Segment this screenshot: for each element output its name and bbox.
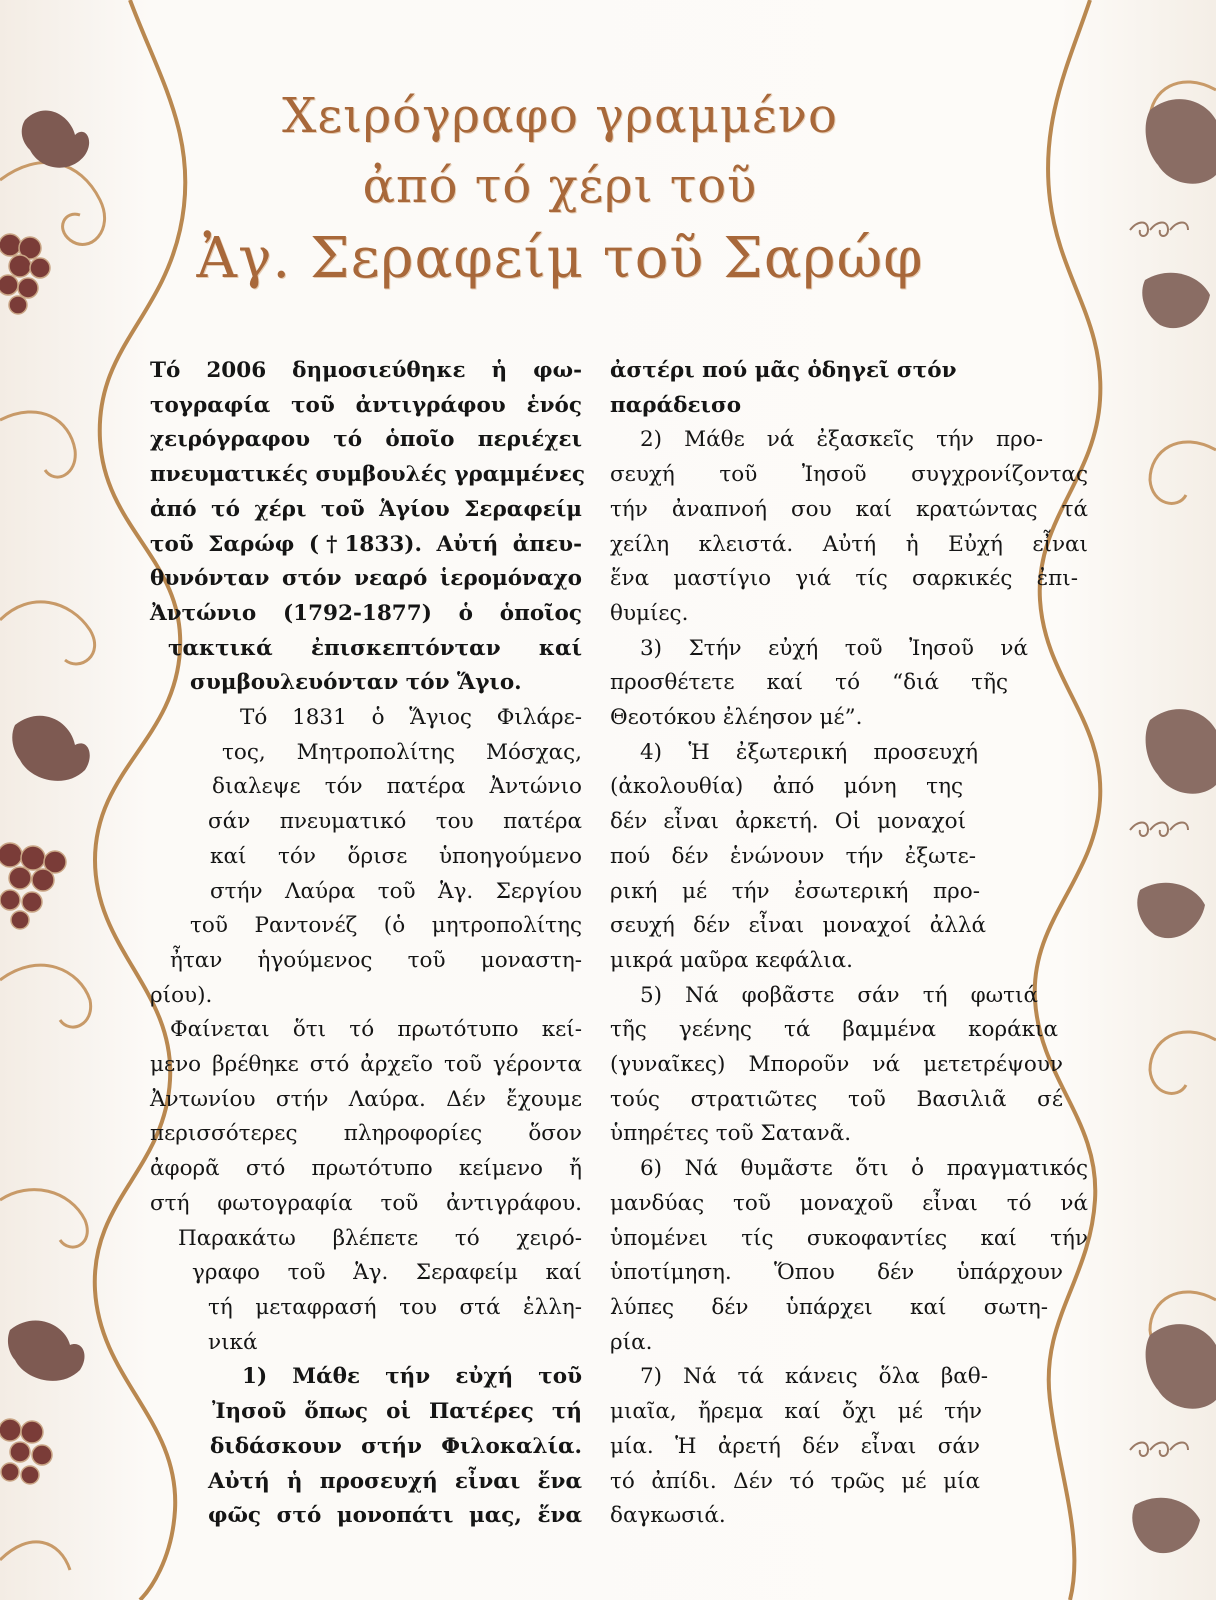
title-line-1: Χειρόγραφο γραμμένο	[282, 88, 838, 144]
text-line: τογραφία τοῦ ἀντιγράφου ἑνός	[150, 392, 582, 418]
text-line: τό ἀπίδι. Δέν τό τρῶς μέ μία	[610, 1468, 980, 1494]
text-line: Αὐτή ἡ προσευχή εἶναι ἕνα	[208, 1468, 582, 1494]
text-line: Φαίνεται ὅτι τό πρωτότυπο κεί-	[170, 1017, 582, 1043]
text-line: ὑπομένει τίς συκοφαντίες καί τήν	[610, 1225, 1088, 1251]
text-line: Ἀντώνιο (1792-1877) ὁ ὁποῖος	[150, 600, 582, 626]
text-line: ἕνα μαστίγιο γιά τίς σαρκικές ἐπι-	[610, 566, 1078, 592]
text-line: σάν πνευματικό του πατέρα	[208, 809, 582, 835]
text-line: καί τόν ὅρισε ὑποηγούμενο	[210, 843, 582, 869]
text-line: (ἀκολουθία) ἀπό μόνη της	[610, 774, 963, 800]
text-line: σευχή δέν εἶναι μοναχοί ἀλλά	[610, 913, 986, 939]
text-line: 7) Νά τά κάνεις ὅλα βαθ-	[640, 1364, 988, 1390]
left-vine-curl	[0, 1190, 87, 1247]
text-line: μενο βρέθηκε στό ἀρχεῖο τοῦ γέροντα	[150, 1052, 582, 1078]
leaf-icon	[12, 716, 89, 781]
leaf-icon	[1132, 1498, 1200, 1553]
text-line: Τό 2006 δημοσιεύθηκε ἡ φω-	[150, 358, 582, 383]
right-column	[610, 354, 1088, 1534]
text-line: μικρά μαῦρα κεφάλια.	[610, 947, 853, 973]
text-line: πού δέν ἑνώνουν τήν ἐξωτε-	[610, 843, 976, 869]
text-line: τοῦ Ραντονέζ (ὁ μητροπολίτης	[190, 913, 582, 939]
left-column	[150, 354, 585, 1534]
leaf-icon	[1137, 883, 1205, 938]
text-line: ἀπό τό χέρι τοῦ Ἁγίου Σεραφείμ	[150, 496, 582, 522]
text-line: ὑπηρέτες τοῦ Σατανᾶ.	[610, 1121, 852, 1147]
grape-cluster-icon	[0, 234, 50, 314]
text-line: δέν εἶναι ἀρκετή. Οἱ μοναχοί	[610, 809, 966, 835]
left-vine-curl	[0, 602, 95, 664]
leaf-icon	[1146, 1324, 1216, 1409]
leaf-icon	[22, 111, 89, 168]
leaf-icon	[8, 1321, 85, 1381]
text-line: στήν Λαύρα τοῦ Ἁγ. Σεργίου	[210, 878, 582, 904]
text-line: τοῦ Σαρώφ (†1833). Αὐτή ἀπευ-	[150, 531, 582, 557]
text-line: γραφο τοῦ Ἁγ. Σεραφείμ καί	[192, 1260, 582, 1286]
text-line: θυμίες.	[610, 600, 689, 626]
text-line: σευχή τοῦ Ἰησοῦ συγχρονίζοντας	[610, 462, 1088, 488]
text-line: προσθέτετε καί τό “διά τῆς	[610, 670, 1008, 696]
grape-cluster-icon	[0, 1419, 52, 1484]
leaf-icon	[1146, 709, 1216, 794]
text-line: μιαῖα, ἤρεμα καί ὄχι μέ τήν	[610, 1399, 982, 1425]
text-line: 2) Μάθε νά ἐξασκεῖς τήν προ-	[640, 427, 1043, 453]
text-line: ρίου).	[150, 982, 213, 1008]
text-line: φῶς στό μονοπάτι μας, ἕνα	[208, 1503, 582, 1529]
text-line: ρική μέ τήν ἐσωτερική προ-	[610, 878, 980, 904]
tendril-icon	[1130, 823, 1188, 837]
right-vine-curl	[1150, 442, 1216, 503]
text-line: ἀστέρι πού μᾶς ὁδηγεῖ στόν	[610, 358, 957, 383]
text-line: νικά	[208, 1329, 258, 1355]
text-line: δαγκωσιά.	[610, 1503, 726, 1529]
text-line: περισσότερες πληροφορίες ὅσον	[150, 1121, 582, 1147]
text-line: Παρακάτω βλέπετε τό χειρό-	[178, 1225, 582, 1251]
tendril-icon	[1130, 223, 1188, 237]
text-line: διδάσκουν στήν Φιλοκαλία.	[210, 1433, 582, 1459]
text-line: λύπες δέν ὑπάρχει καί σωτη-	[610, 1294, 1048, 1320]
right-vine-curl	[1150, 1032, 1216, 1093]
text-line: 5) Νά φοβᾶστε σάν τή φωτιά	[640, 982, 1038, 1008]
text-line: ρία.	[610, 1329, 653, 1355]
text-line: Τό 1831 ὁ Ἅγιος Φιλάρε-	[240, 705, 582, 731]
text-line: χειρόγραφου τό ὁποῖο περιέχει	[150, 427, 582, 453]
text-line: 1) Μάθε τήν εὐχή τοῦ	[242, 1364, 582, 1390]
text-line: πνευματικές συμβουλές γραμμένες	[150, 462, 585, 488]
text-line: θυνόνταν στόν νεαρό ἱερομόναχο	[150, 566, 582, 592]
text-line: διαλεψε τόν πατέρα Ἀντώνιο	[212, 774, 582, 800]
text-line: Ἀντωνίου στήν Λαύρα. Δέν ἔχουμε	[150, 1086, 582, 1112]
text-line: ὑποτίμηση. Ὅπου δέν ὑπάρχουν	[610, 1260, 1063, 1286]
title-line-3: Ἀγ. Σεραφείμ τοῦ Σαρώφ	[196, 226, 924, 291]
text-line: (γυναῖκες) Μποροῦν νά μετετρέψουν	[610, 1052, 1063, 1078]
text-line: Ἰησοῦ ὅπως οἱ Πατέρες τή	[212, 1399, 582, 1425]
title-line-2: ἀπό τό χέρι τοῦ	[362, 158, 758, 214]
text-line: ἀφορᾶ στό πρωτότυπο κείμενο ἤ	[150, 1156, 582, 1182]
left-vine-curl	[0, 1542, 70, 1570]
text-line: συμβουλευόνταν τόν Ἅγιο.	[190, 670, 522, 696]
text-line: τῆς γεένης τά βαμμένα κοράκια	[610, 1017, 1058, 1043]
left-vine-curl	[0, 163, 105, 245]
leaf-icon	[1146, 99, 1216, 184]
left-vine-curl	[0, 965, 91, 1027]
text-line: τακτικά ἐπισκεπτόνταν καί	[168, 635, 582, 661]
grape-cluster-icon	[0, 843, 66, 929]
text-line: μανδύας τοῦ μοναχοῦ εἶναι τό νά	[610, 1190, 1088, 1216]
left-vine-curl	[0, 412, 75, 477]
text-line: 4) Ἡ ἐξωτερική προσευχή	[640, 739, 978, 765]
tendril-icon	[1130, 1443, 1188, 1457]
leaf-icon	[1142, 273, 1210, 328]
text-line: ἦταν ἡγούμενος τοῦ μοναστη-	[170, 947, 582, 973]
text-line: τούς στρατιῶτες τοῦ Βασιλιᾶ σέ	[610, 1086, 1063, 1112]
text-line: χείλη κλειστά. Αὐτή ἡ Εὐχή εἶναι	[610, 531, 1088, 557]
text-line: τήν ἀναπνοή σου καί κρατώντας τά	[610, 496, 1088, 522]
text-line: 6) Νά θυμᾶστε ὅτι ὁ πραγματικός	[640, 1156, 1088, 1182]
text-line: παράδεισο	[610, 392, 742, 418]
text-line: μία. Ἡ ἀρετή δέν εἶναι σάν	[610, 1433, 980, 1459]
text-line: τή μεταφρασή του στά ἑλλη-	[208, 1294, 582, 1320]
text-line: στή φωτογραφία τοῦ ἀντιγράφου.	[150, 1190, 582, 1216]
text-line: τος, Μητροπολίτης Μόσχας,	[222, 739, 582, 765]
text-line: 3) Στήν εὐχή τοῦ Ἰησοῦ νά	[640, 635, 1028, 661]
text-line: Θεοτόκου ἐλέησον μέ”.	[610, 705, 863, 731]
